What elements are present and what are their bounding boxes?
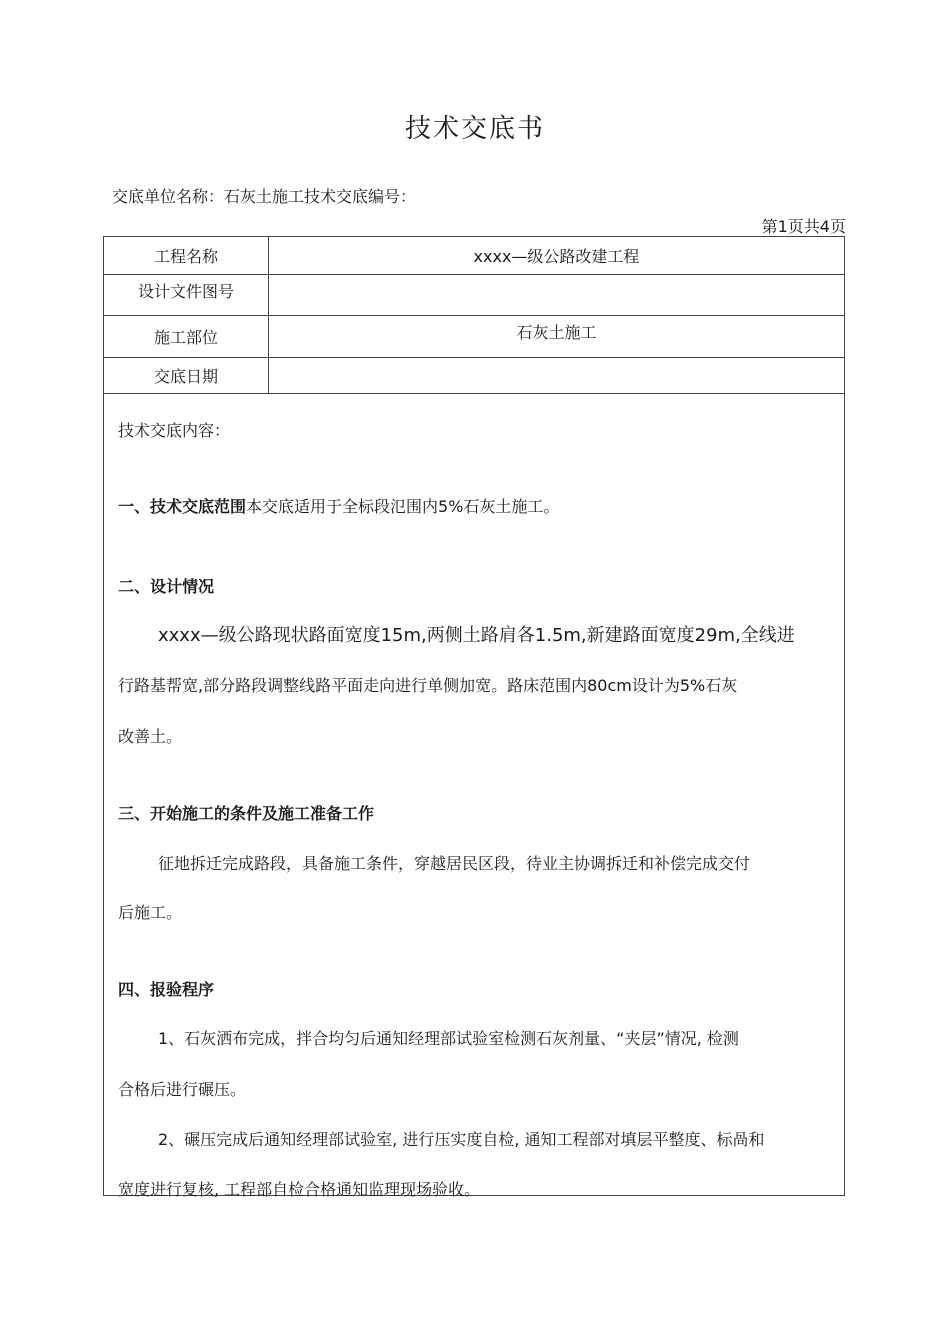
project-name-label: 工程名称 — [104, 237, 269, 275]
project-info-table — [104, 237, 844, 394]
table-row — [104, 358, 844, 394]
drawing-number-label: 设计文件图号 — [104, 275, 269, 316]
disclosure-date-label: 交底日期 — [104, 358, 269, 394]
disclosure-date-value — [269, 358, 845, 394]
unit-name-line: 交底单位名称：石灰土施工技术交底编号： — [112, 187, 417, 206]
drawing-number-value — [269, 275, 845, 316]
document-title: 技术交底书 — [404, 114, 545, 144]
project-name-value: xxxx—级公路改建工程 — [269, 237, 845, 275]
section-1 — [118, 494, 559, 517]
section-4-heading: 四、报验程序 — [118, 980, 215, 999]
disclosure-form — [103, 236, 845, 1199]
section-2-paragraph-line: 行路基帮宽,部分路段调整线路平面走向进行单侧加宽。路床范围内80cm设计为5%石灰 — [118, 676, 738, 695]
construction-part-value: 石灰土施工 — [269, 316, 845, 358]
page-counter: 第1页共4页 — [761, 217, 846, 236]
section-1-text: 本交底适用于全标段氾围内5%石灰土施工。 — [246, 497, 560, 516]
table-row — [104, 237, 844, 275]
section-2-paragraph-line: 改善土。 — [118, 727, 183, 746]
section-1-heading: 一、技术交底范围 — [118, 497, 247, 516]
content-intro: 技术交底内容： — [118, 421, 231, 440]
section-4-item-1-line: 合格后进行碾压。 — [118, 1080, 247, 1099]
section-3-paragraph-line: 征地拆迁完成路段，具备施工条件，穿越居民区段，待业主协调拆迁和补偿完成交付 — [158, 854, 751, 873]
section-3-paragraph-line: 后施工。 — [118, 903, 183, 922]
section-4-item-1-line: 1、石灰洒布完成，拌合均匀后通知经理部试验室检测石灰剂量、“夹层”情况, 检测 — [158, 1029, 739, 1048]
section-3-heading: 三、开始施工的条件及施工准备工作 — [118, 804, 375, 823]
table-row — [104, 316, 844, 358]
section-4-item-2-line: 2、碾压完成后通知经理部试验室, 进行压实度自检, 通知工程部对填层平整度、标咼和 — [158, 1130, 765, 1149]
section-2-paragraph-line: xxxx—级公路现状路面宽度15m,两侧土路肩各1.5m,新建路面宽度29m,全线进 — [158, 625, 795, 646]
section-4-item-2-line: 宽度进行复核, 工程部自检合格通知监理现场验收。 — [118, 1180, 481, 1199]
section-2-heading: 二、设计情况 — [118, 577, 215, 596]
table-row — [104, 275, 844, 316]
construction-part-label: 施工部位 — [104, 316, 269, 358]
